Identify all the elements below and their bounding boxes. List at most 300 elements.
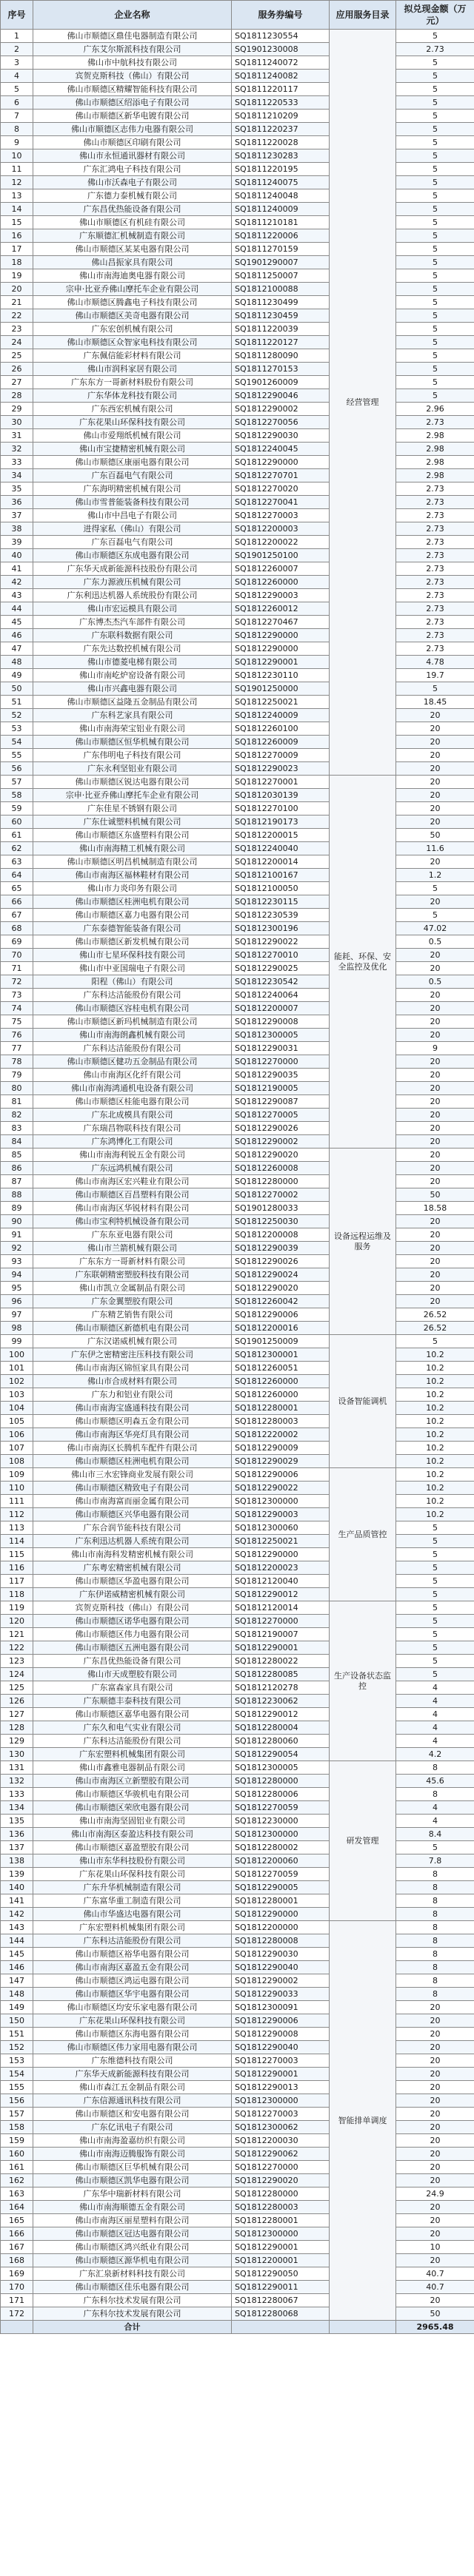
- company-name: 宗申·比亚乔佛山摩托车企业有限公司: [33, 283, 232, 296]
- subsidy-amount: 20: [396, 1162, 474, 1175]
- total-row: [1, 2321, 474, 2334]
- subsidy-amount: 20: [396, 2054, 474, 2068]
- table-row: [1, 1322, 474, 1335]
- company-name: 佛山市中亚国瑞电子有限公司: [33, 962, 232, 975]
- voucher-code: SQ1812230110: [232, 669, 330, 682]
- row-number: 44: [1, 602, 33, 616]
- table-row: [1, 1521, 474, 1535]
- row-number: 69: [1, 935, 33, 949]
- voucher-code: SQ1812280001: [232, 1894, 330, 1908]
- voucher-code: SQ1812290002: [232, 403, 330, 416]
- voucher-code: SQ1812290000: [232, 642, 330, 656]
- voucher-code: SQ1812290008: [232, 1015, 330, 1029]
- row-number: 84: [1, 1135, 33, 1149]
- company-name: 广东利迅达机器人系统有限公司: [33, 1535, 232, 1548]
- company-name: 广东科达洁能股份有限公司: [33, 1934, 232, 1948]
- subsidy-amount: 4: [396, 1801, 474, 1815]
- voucher-code: SQ1812240045: [232, 443, 330, 456]
- table-row: [1, 1415, 474, 1428]
- subsidy-amount: 5: [396, 1841, 474, 1854]
- subsidy-amount: 20: [396, 895, 474, 909]
- company-name: 佛山市南海区立新塑胶有限公司: [33, 1775, 232, 1788]
- subsidy-amount: 20: [396, 1015, 474, 1029]
- voucher-code: SQ1812300005: [232, 1761, 330, 1775]
- row-number: 168: [1, 2254, 33, 2267]
- voucher-code: SQ1812290003: [232, 589, 330, 602]
- voucher-code: SQ1812270041: [232, 496, 330, 509]
- subsidy-amount: 7.8: [396, 1854, 474, 1868]
- table-row: [1, 1242, 474, 1255]
- row-number: 64: [1, 869, 33, 882]
- row-number: 156: [1, 2094, 33, 2108]
- table-row: [1, 149, 474, 163]
- row-number: 155: [1, 2081, 33, 2094]
- table-row: [1, 376, 474, 389]
- company-name: 佛山市顺德区伟力电器有限公司: [33, 1628, 232, 1641]
- company-name: 佛山市润科家居有限公司: [33, 363, 232, 376]
- voucher-code: SQ1812240040: [232, 842, 330, 855]
- subsidy-amount: 20: [396, 776, 474, 789]
- subsidy-amount: 47.02: [396, 922, 474, 935]
- row-number: 79: [1, 1069, 33, 1082]
- company-name: 广东联朝精密塑胶科技有限公司: [33, 1268, 232, 1282]
- company-name: 广东佩信能彩材料有限公司: [33, 349, 232, 363]
- company-name: 佛山市兰箭机械有限公司: [33, 1242, 232, 1255]
- voucher-code: SQ1812290012: [232, 1588, 330, 1601]
- table-row: [1, 1575, 474, 1588]
- company-name: 佛山市顺德区桂洲电机有限公司: [33, 1455, 232, 1468]
- subsidy-amount: 20: [396, 2094, 474, 2108]
- col-header-code: 服务券编号: [232, 1, 330, 30]
- total-amount: 2965.48: [396, 2321, 474, 2334]
- table-row: [1, 482, 474, 496]
- company-name: 广东西宏机械有限公司: [33, 403, 232, 416]
- row-number: 119: [1, 1601, 33, 1615]
- voucher-code: SQ1812250021: [232, 696, 330, 709]
- voucher-code: SQ1812200001: [232, 2254, 330, 2267]
- table-row: [1, 2294, 474, 2307]
- table-row: [1, 1681, 474, 1695]
- subsidy-amount: 20: [396, 2081, 474, 2094]
- company-name: 广东升华机械制造有限公司: [33, 1881, 232, 1894]
- row-number: 3: [1, 56, 33, 70]
- subsidy-amount: 20: [396, 709, 474, 722]
- row-number: 125: [1, 1681, 33, 1695]
- voucher-code: SQ1812230115: [232, 895, 330, 909]
- row-number: 70: [1, 949, 33, 962]
- table-row: [1, 2081, 474, 2094]
- table-row: [1, 696, 474, 709]
- table-row: [1, 1748, 474, 1761]
- voucher-code: SQ1812290030: [232, 429, 330, 443]
- company-name: 广东合润节能科技有限公司: [33, 1521, 232, 1535]
- row-number: 90: [1, 1215, 33, 1228]
- company-name: 佛山市顺德区明昌机械制造有限公司: [33, 855, 232, 869]
- row-number: 104: [1, 1402, 33, 1415]
- row-number: 76: [1, 1029, 33, 1042]
- table-row: [1, 1295, 474, 1308]
- table-row: [1, 1308, 474, 1322]
- voucher-code: SQ1812200007: [232, 1002, 330, 1015]
- row-number: 78: [1, 1055, 33, 1069]
- voucher-code: SQ1812290020: [232, 1149, 330, 1162]
- subsidy-amount: 5: [396, 1521, 474, 1535]
- row-number: 22: [1, 309, 33, 323]
- table-row: [1, 1202, 474, 1215]
- table-row: [1, 203, 474, 216]
- voucher-code: SQ1812290029: [232, 1455, 330, 1468]
- voucher-code: SQ1812290005: [232, 1881, 330, 1894]
- table-row: [1, 869, 474, 882]
- company-name: 佛山市顺德区鸿运电器有限公司: [33, 1974, 232, 1988]
- table-row: [1, 1815, 474, 1828]
- table-row: [1, 136, 474, 149]
- subsidy-amount: 26.52: [396, 1308, 474, 1322]
- company-name: 广东伊之密精密注压科技有限公司: [33, 1348, 232, 1362]
- company-name: 佛山市天成塑胶有限公司: [33, 1668, 232, 1681]
- subsidy-amount: 5: [396, 309, 474, 323]
- voucher-code: SQ1812280004: [232, 1721, 330, 1735]
- company-name: 广东科达洁能股份有限公司: [33, 1042, 232, 1055]
- company-name: 广东亿讯电子有限公司: [33, 2121, 232, 2134]
- subsidy-amount: 20: [396, 1295, 474, 1308]
- subsidy-amount: 20: [396, 1268, 474, 1282]
- subsidy-amount: 10.2: [396, 1455, 474, 1468]
- company-name: 广东德力泰机械有限公司: [33, 189, 232, 203]
- subsidy-amount: 8: [396, 1761, 474, 1775]
- row-number: 130: [1, 1748, 33, 1761]
- table-row: [1, 656, 474, 669]
- row-number: 82: [1, 1109, 33, 1122]
- table-row: [1, 2028, 474, 2041]
- table-row: [1, 1442, 474, 1455]
- table-row: [1, 363, 474, 376]
- row-number: 72: [1, 975, 33, 989]
- table-row: [1, 1668, 474, 1681]
- company-name: 佛山市爱翔纸机械有限公司: [33, 429, 232, 443]
- subsidy-amount: 20: [396, 2001, 474, 2014]
- company-name: 佛山市顺德区凯华电器有限公司: [33, 2174, 232, 2187]
- voucher-code: SQ1812260051: [232, 1362, 330, 1375]
- table-row: [1, 962, 474, 975]
- table-row: [1, 815, 474, 829]
- subsidy-amount: 20: [396, 2161, 474, 2174]
- table-row: [1, 1082, 474, 1095]
- company-name: 宗申·比亚乔佛山摩托车企业有限公司: [33, 789, 232, 802]
- table-row: [1, 1162, 474, 1175]
- company-name: 佛山市力炎印务有限公司: [33, 882, 232, 895]
- voucher-code: SQ1812280001: [232, 2214, 330, 2227]
- row-number: 161: [1, 2161, 33, 2174]
- row-number: 95: [1, 1282, 33, 1295]
- subsidy-amount: 20: [396, 1069, 474, 1082]
- company-name: 佛山市顺德区桂能电器有限公司: [33, 1095, 232, 1109]
- company-name: 佛山市南海迪奥电器有限公司: [33, 269, 232, 283]
- table-row: [1, 589, 474, 602]
- subsidy-amount: 2.73: [396, 43, 474, 56]
- subsidy-amount: 4: [396, 1721, 474, 1735]
- row-number: 33: [1, 456, 33, 469]
- voucher-code: SQ1811270153: [232, 363, 330, 376]
- row-number: 109: [1, 1468, 33, 1482]
- company-name: 佛山市南海区福林鞋材有限公司: [33, 869, 232, 882]
- voucher-code: SQ1812260009: [232, 736, 330, 749]
- row-number: 40: [1, 549, 33, 562]
- company-name: 宾贺克斯科技（佛山）有限公司: [33, 1601, 232, 1615]
- voucher-code: SQ1812290001: [232, 2241, 330, 2254]
- company-name: 广东信源通讯科技有限公司: [33, 2094, 232, 2108]
- row-number: 148: [1, 1988, 33, 2001]
- company-name: 广东艾尔斯派科技有限公司: [33, 43, 232, 56]
- row-number: 115: [1, 1548, 33, 1561]
- table-row: [1, 443, 474, 456]
- voucher-code: SQ1811220117: [232, 83, 330, 96]
- subsidy-amount: 5: [396, 283, 474, 296]
- service-category: 智能排单调度: [330, 1921, 396, 2321]
- table-row: [1, 1002, 474, 1015]
- service-category: 研发管理: [330, 1761, 396, 1921]
- table-row: [1, 1268, 474, 1282]
- subsidy-amount: 8.4: [396, 1828, 474, 1841]
- subsidy-amount: 10.2: [396, 1402, 474, 1415]
- total-label: 合计: [33, 2321, 232, 2334]
- voucher-code: SQ1812270003: [232, 2054, 330, 2068]
- row-number: 159: [1, 2134, 33, 2148]
- table-row: [1, 1282, 474, 1295]
- row-number: 114: [1, 1535, 33, 1548]
- voucher-code: SQ1812290011: [232, 2281, 330, 2294]
- voucher-code: SQ1812290000: [232, 456, 330, 469]
- company-name: 佛山市顺德区康丽电器有限公司: [33, 456, 232, 469]
- row-number: 122: [1, 1641, 33, 1655]
- company-name: 佛山市顺德区鼎佳电器制造有限公司: [33, 30, 232, 43]
- subsidy-amount: 5: [396, 349, 474, 363]
- voucher-code: SQ1812290003: [232, 1508, 330, 1521]
- voucher-code: SQ1812190007: [232, 1628, 330, 1641]
- company-name: 佛山市顺德区嘉盈塑胶有限公司: [33, 1841, 232, 1854]
- company-name: 佛山市南海利锐五金有限公司: [33, 1149, 232, 1162]
- row-number: 112: [1, 1508, 33, 1521]
- voucher-code: SQ1812280000: [232, 2187, 330, 2201]
- table-row: [1, 1948, 474, 1961]
- table-row: [1, 2254, 474, 2267]
- company-name: 广东科达洁能股份有限公司: [33, 1735, 232, 1748]
- table-row: [1, 776, 474, 789]
- voucher-code: SQ1811220127: [232, 336, 330, 349]
- voucher-code: SQ1812290020: [232, 2174, 330, 2187]
- row-number: 137: [1, 1841, 33, 1854]
- company-name: 佛山市顺德区恒华机械有限公司: [33, 736, 232, 749]
- subsidy-amount: 5: [396, 296, 474, 309]
- company-name: 佛山市顺德区有机硅有限公司: [33, 216, 232, 229]
- company-name: 佛山市南海迈腾服饰有限公司: [33, 2148, 232, 2161]
- total-code-cell: [232, 2321, 330, 2334]
- table-row: [1, 1109, 474, 1122]
- subsidy-amount: 20: [396, 1002, 474, 1015]
- subsidy-amount: 2.73: [396, 562, 474, 576]
- voucher-code: SQ1812240064: [232, 989, 330, 1002]
- subsidy-amount: 2.98: [396, 456, 474, 469]
- voucher-code: SQ1901280033: [232, 1202, 330, 1215]
- subsidy-amount: 2.98: [396, 443, 474, 456]
- row-number: 25: [1, 349, 33, 363]
- subsidy-amount: 20: [396, 722, 474, 736]
- subsidy-amount: 20: [396, 2121, 474, 2134]
- company-name: 佛山市南海区泰盈达科技有限公司: [33, 1828, 232, 1841]
- voucher-code: SQ1812280000: [232, 1775, 330, 1788]
- company-name: 佛山市顺德区百昌塑料有限公司: [33, 1188, 232, 1202]
- company-name: 佛山市顺德区明森五金有限公司: [33, 1415, 232, 1428]
- table-row: [1, 2267, 474, 2281]
- voucher-code: SQ1812290008: [232, 2028, 330, 2041]
- company-name: 广东科尔技术发展有限公司: [33, 2294, 232, 2307]
- company-name: 广东永利坚铝业有限公司: [33, 762, 232, 776]
- row-number: 12: [1, 176, 33, 189]
- voucher-code: SQ1812290001: [232, 1641, 330, 1655]
- company-name: 佛山市顺德区兴华电器有限公司: [33, 1508, 232, 1521]
- table-row: [1, 1708, 474, 1721]
- company-name: 阳程（佛山）有限公司: [33, 975, 232, 989]
- row-number: 120: [1, 1615, 33, 1628]
- company-name: 宾贺克斯科技（佛山）有限公司: [33, 70, 232, 83]
- row-number: 60: [1, 815, 33, 829]
- table-row: [1, 243, 474, 256]
- company-name: 佛山市顺德区裕华电器有限公司: [33, 1948, 232, 1961]
- row-number: 66: [1, 895, 33, 909]
- row-number: 152: [1, 2041, 33, 2054]
- voucher-code: SQ1812260100: [232, 722, 330, 736]
- subsidy-amount: 50: [396, 829, 474, 842]
- subsidy-amount: 20: [396, 1228, 474, 1242]
- row-number: 59: [1, 802, 33, 815]
- subsidy-amount: 4: [396, 1708, 474, 1721]
- row-number: 100: [1, 1348, 33, 1362]
- voucher-code: SQ1812230000: [232, 1815, 330, 1828]
- table-row: [1, 1788, 474, 1801]
- voucher-code: SQ1812290040: [232, 1961, 330, 1974]
- voucher-code: SQ1811250007: [232, 269, 330, 283]
- voucher-code: SQ1812270000: [232, 1615, 330, 1628]
- table-row: [1, 403, 474, 416]
- row-number: 2: [1, 43, 33, 56]
- row-number: 123: [1, 1655, 33, 1668]
- row-number: 126: [1, 1695, 33, 1708]
- row-number: 101: [1, 1362, 33, 1375]
- row-number: 108: [1, 1455, 33, 1468]
- subsidy-amount: 20: [396, 2014, 474, 2028]
- subsidy-amount: 5: [396, 1601, 474, 1615]
- voucher-code: SQ1812290000: [232, 1908, 330, 1921]
- subsidy-amount: 24.9: [396, 2187, 474, 2201]
- row-number: 48: [1, 656, 33, 669]
- voucher-code: SQ1812290009: [232, 1442, 330, 1455]
- company-name: 佛山市顺德区志伟力电器有限公司: [33, 123, 232, 136]
- voucher-code: SQ1812280001: [232, 1402, 330, 1415]
- voucher-code: SQ1812290000: [232, 629, 330, 642]
- table-row: [1, 549, 474, 562]
- subsidy-amount: 50: [396, 1188, 474, 1202]
- voucher-code: SQ1812290002: [232, 1974, 330, 1988]
- table-row: [1, 855, 474, 869]
- row-number: 19: [1, 269, 33, 283]
- subsidy-amount: 5: [396, 83, 474, 96]
- subsidy-amount: 5: [396, 1615, 474, 1628]
- subsidy-amount: 20: [396, 855, 474, 869]
- subsidy-amount: 2.96: [396, 403, 474, 416]
- table-row: [1, 2214, 474, 2227]
- row-number: 39: [1, 536, 33, 549]
- row-number: 24: [1, 336, 33, 349]
- company-name: 广东金翼塑胶有限公司: [33, 1295, 232, 1308]
- subsidy-amount: 5: [396, 30, 474, 43]
- company-name: 佛山市华盛达电器有限公司: [33, 1908, 232, 1921]
- table-row: [1, 629, 474, 642]
- row-number: 96: [1, 1295, 33, 1308]
- company-name: 广东花果山环保科技有限公司: [33, 416, 232, 429]
- voucher-code: SQ1901230008: [232, 43, 330, 56]
- subsidy-amount: 5: [396, 216, 474, 229]
- row-number: 134: [1, 1801, 33, 1815]
- subsidy-amount: 2.73: [396, 522, 474, 536]
- total-no-cell: [1, 2321, 33, 2334]
- table-row: [1, 96, 474, 110]
- voucher-code: SQ1812120278: [232, 1681, 330, 1695]
- row-number: 77: [1, 1042, 33, 1055]
- table-row: [1, 1069, 474, 1082]
- table-row: [1, 2227, 474, 2241]
- subsidy-amount: 20: [396, 1095, 474, 1109]
- voucher-code: SQ1811210209: [232, 110, 330, 123]
- header-row: [1, 1, 474, 30]
- voucher-code: SQ1812270701: [232, 469, 330, 482]
- table-row: [1, 70, 474, 83]
- table-row: [1, 522, 474, 536]
- company-name: 佛山市永恒通讯器材有限公司: [33, 149, 232, 163]
- subsidy-amount: 8: [396, 1961, 474, 1974]
- subsidy-amount: 20: [396, 989, 474, 1002]
- subsidy-amount: 20: [396, 1149, 474, 1162]
- table-row: [1, 1894, 474, 1908]
- company-name: 佛山市顺德区均安乐家电器有限公司: [33, 2001, 232, 2014]
- row-number: 88: [1, 1188, 33, 1202]
- company-name: 佛山市合成材料有限公司: [33, 1375, 232, 1388]
- voucher-code: SQ1811230554: [232, 30, 330, 43]
- voucher-code: SQ1812290054: [232, 1748, 330, 1761]
- subsidy-amount: 20: [396, 815, 474, 829]
- subsidy-amount: 2.73: [396, 616, 474, 629]
- row-number: 149: [1, 2001, 33, 2014]
- voucher-code: SQ1812260000: [232, 1375, 330, 1388]
- company-name: 广东泰德智能装备有限公司: [33, 922, 232, 935]
- subsidy-amount: 20: [396, 949, 474, 962]
- voucher-code: SQ1812270059: [232, 1868, 330, 1881]
- voucher-code: SQ1812290040: [232, 2041, 330, 2054]
- subsidy-amount: 5: [396, 110, 474, 123]
- row-number: 67: [1, 909, 33, 922]
- voucher-code: SQ1812230539: [232, 909, 330, 922]
- table-row: [1, 2174, 474, 2187]
- subsidy-amount: 2.73: [396, 509, 474, 522]
- company-name: 广东百磊电气有限公司: [33, 536, 232, 549]
- row-number: 50: [1, 682, 33, 696]
- company-name: 佛山市沃森电子有限公司: [33, 176, 232, 189]
- voucher-code: SQ1812100050: [232, 882, 330, 895]
- subsidy-amount: 20: [396, 1082, 474, 1095]
- company-name: 佛山市顺德区伟力家用电器有限公司: [33, 2041, 232, 2054]
- table-row: [1, 895, 474, 909]
- subsidy-amount: 0.5: [396, 975, 474, 989]
- subsidy-amount: 20: [396, 2227, 474, 2241]
